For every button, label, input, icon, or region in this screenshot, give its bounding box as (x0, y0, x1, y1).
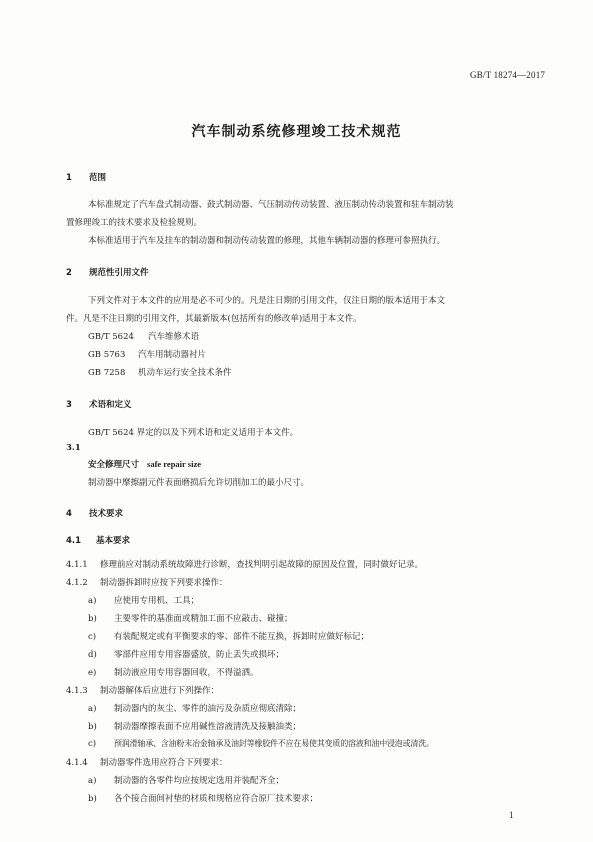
clause-number: 4.1.2 (66, 578, 88, 588)
term-definition: 制动器中摩擦副元件表面磨损后允许切削加工的最小尺寸。 (88, 478, 310, 488)
list-marker: a) (88, 596, 97, 606)
section-4-heading (66, 507, 123, 519)
list-item (88, 648, 284, 660)
section-title: 范围 (89, 173, 107, 183)
list-item (88, 774, 284, 786)
list-item (88, 594, 199, 606)
clause-text: 制动器解体后应进行下列操作： (100, 686, 220, 696)
paragraph: 件。凡是不注日期的引用文件，其最新版本(包括所有的修改单)适用于本文件。 (66, 314, 362, 324)
list-text: 各个接合面间衬垫的材质和规格应符合原厂技术要求； (114, 794, 319, 804)
reference-item (88, 348, 206, 360)
page-number: 1 (509, 810, 514, 820)
section-number: 2 (66, 268, 72, 278)
section-number: 1 (66, 173, 72, 183)
paragraph: 下列文件对于本文件的应用是必不可少的。凡是注日期的引用文件，仅注日期的版本适用于本文 (88, 296, 446, 306)
clause-text: 制动器拆卸时应按下列要求操作： (100, 578, 228, 588)
list-item (88, 792, 318, 804)
term-entry (88, 458, 201, 470)
list-item (88, 738, 434, 749)
paragraph: GB/T 5624 界定的以及下列术语和定义适用于本文件。 (88, 428, 299, 438)
list-text: 零部件应用专用容器盛放，防止丢失或损坏； (114, 650, 285, 660)
list-text: 制动器摩擦表面不应用碱性溶液清洗及接触油类； (114, 722, 302, 732)
reference-item (88, 330, 199, 342)
reference-code: GB/T 5624 (88, 332, 134, 342)
list-text: 制动器内的灰尘、零件的油污及杂质应彻底清除； (114, 704, 302, 714)
list-item (88, 720, 301, 732)
paragraph: 本标准适用于汽车及挂车的制动器和制动传动装置的修理，其他车辆制动器的修理可参照执行。 (88, 236, 446, 246)
list-item (88, 630, 369, 642)
list-marker: e) (88, 668, 97, 678)
list-marker: b) (88, 614, 97, 624)
list-text: 预润滑轴承、含油粉末冶金轴承及油封等橡胶件不应在易使其变质的溶液和油中浸泡或清洗。 (114, 739, 434, 748)
clause-4-1-4 (66, 756, 228, 768)
clause-text: 修理前应对制动系统故障进行诊断，查找判明引起故障的原因及位置，同时做好记录。 (100, 560, 424, 570)
reference-name: 汽车用制动器衬片 (138, 350, 207, 360)
list-marker: c) (88, 739, 97, 749)
list-text: 主要零件的基准面或精加工面不应敲击、碰撞； (114, 614, 293, 624)
list-marker: b) (88, 794, 97, 804)
section-2-heading (66, 266, 149, 278)
clause-4-1-3 (66, 684, 219, 696)
list-marker: a) (88, 776, 97, 786)
list-marker: c) (88, 632, 97, 642)
clause-number: 4.1.1 (66, 560, 88, 570)
section-number: 4 (66, 509, 72, 519)
section-1-heading (66, 171, 106, 183)
list-text: 有装配规定或有平衡要求的零、部件不能互换，拆卸时应做好标记； (114, 632, 370, 642)
list-text: 应使用专用机、工具； (114, 596, 200, 606)
paragraph: 置修理竣工的技术要求及检验规则。 (66, 218, 203, 228)
section-3-heading (66, 398, 132, 410)
standard-number: GB/T 18274—2017 (470, 70, 546, 80)
reference-name: 汽车维修术语 (148, 332, 200, 342)
section-number: 3 (66, 400, 72, 410)
clause-4-1-1 (66, 558, 423, 570)
subsection-title: 基本要求 (96, 536, 131, 546)
clause-number: 4.1.3 (66, 686, 88, 696)
list-marker: a) (88, 704, 97, 714)
reference-code: GB 5763 (88, 350, 126, 360)
list-marker: d) (88, 650, 97, 660)
list-item (88, 612, 293, 624)
section-title: 术语和定义 (89, 400, 132, 410)
subsection-number: 4.1 (66, 536, 82, 546)
list-item (88, 702, 301, 714)
clause-number: 4.1.4 (66, 758, 88, 768)
list-text: 制动液应用专用容器回收，不得溢洒。 (114, 668, 259, 678)
clause-4-1-2 (66, 576, 228, 588)
term-chinese: 安全修理尺寸 (88, 460, 140, 470)
clause-text: 制动器零件选用应符合下列要求： (100, 758, 228, 768)
section-title: 规范性引用文件 (89, 268, 149, 278)
list-text: 制动器的各零件均应按规定选用并装配齐全； (114, 776, 285, 786)
reference-item (88, 366, 232, 378)
paragraph: 本标准规定了汽车盘式制动器、鼓式制动器、气压制动传动装置、液压制动传动装置和驻车制动装 (88, 200, 454, 210)
section-title: 技术要求 (89, 509, 124, 519)
clause-number: 3.1 (66, 443, 81, 453)
list-marker: b) (88, 722, 97, 732)
reference-name: 机动车运行安全技术条件 (138, 368, 232, 378)
subsection-4-1-heading (66, 534, 130, 546)
term-english: safe repair size (147, 459, 201, 469)
document-title: 汽车制动系统修理竣工技术规范 (191, 124, 402, 140)
list-item (88, 666, 259, 678)
reference-code: GB 7258 (88, 368, 126, 378)
